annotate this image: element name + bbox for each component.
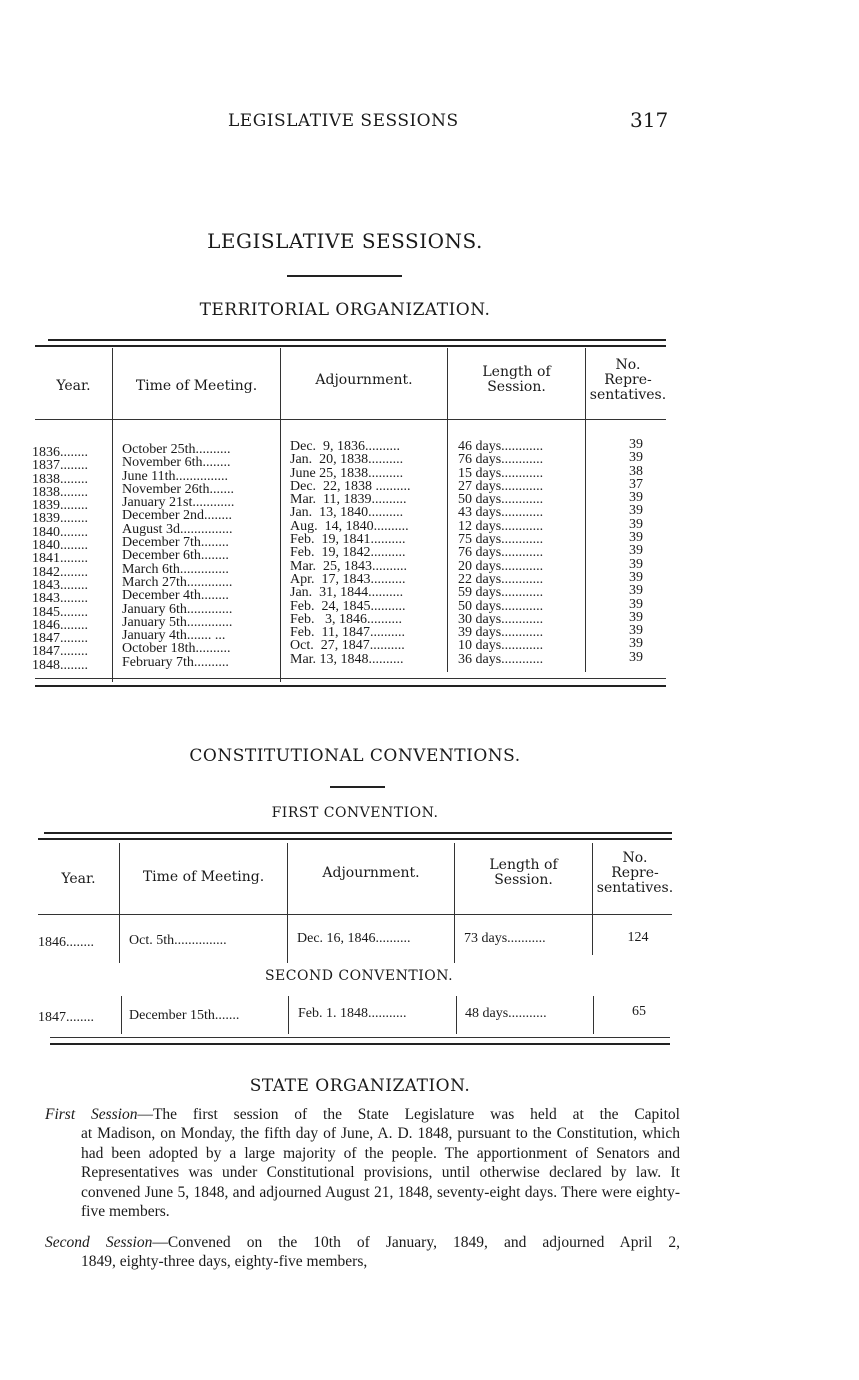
territorial-row-year: 1843........ [32,578,88,593]
territorial-row-adjourn: Dec. 9, 1836.......... [290,440,401,454]
territorial-row-reps: 39 [629,517,643,532]
header-adjournment: Adjournment. [322,865,420,881]
second-session-lead: Convened on the 10th of January, 1849, and adjourned April 2, [167,1234,680,1251]
table-top-rule-2 [38,838,672,840]
header-reps-line3: sentatives. [589,387,667,403]
col-divider [121,996,122,1034]
territorial-row-length: 43 days............ [458,506,544,520]
header-year: Year. [61,871,96,887]
second-session-dash: — [152,1234,168,1251]
territorial-row-length: 27 days............ [458,479,544,494]
territorial-row-adjourn: Feb. 11, 1847.......... [290,626,405,640]
territorial-row-year: 1842........ [32,565,88,579]
territorial-row-length: 20 days............ [458,559,544,573]
second-convention-adjournment: Feb. 1. 1848........... [298,1006,407,1021]
territorial-row-length: 39 days............ [458,626,544,640]
header-reps-line2: Repre- [604,372,652,388]
header-length-line2: Session. [487,379,546,395]
page-title: LEGISLATIVE SESSIONS. [207,229,483,253]
territorial-row-year: 1847........ [32,632,88,646]
running-header-title: LEGISLATIVE SESSIONS [228,111,459,131]
page-number: 317 [630,108,669,132]
col-divider [456,996,457,1034]
territorial-row-reps: 39 [629,624,643,638]
territorial-row-time: October 18th.......... [122,642,231,656]
col-divider [287,843,288,963]
territorial-row-reps: 39 [629,504,643,518]
territorial-row-adjourn: Oct. 27, 1847.......... [290,639,405,653]
first-session-label: First Session [45,1106,138,1123]
territorial-row-time: December 4th........ [122,589,229,603]
territorial-row-time: January 6th............. [122,602,233,616]
table-bottom-rule [50,1037,670,1038]
territorial-row-year: 1847........ [32,645,88,659]
territorial-row-time: March 6th.............. [122,562,229,576]
territorial-row-year: 1841........ [32,552,88,566]
territorial-row-length: 46 days............ [458,440,544,454]
territorial-row-time: June 11th............... [122,469,229,483]
second-convention-heading: SECOND CONVENTION. [264,968,454,984]
state-organization-heading: STATE ORGANIZATION. [249,1076,471,1096]
header-bottom-rule [38,914,672,915]
territorial-row-time: December 2nd........ [122,509,233,523]
header-year: Year. [56,378,91,394]
territorial-row-year: 1838........ [32,472,88,486]
territorial-row-length: 59 days............ [458,586,544,600]
table-top-rule [44,832,672,834]
territorial-row-time: December 6th........ [122,549,229,563]
territorial-row-adjourn: Mar. 25, 1843.......... [290,559,408,573]
territorial-row-year: 1845........ [32,605,88,619]
territorial-row-time: November 26th....... [122,482,234,497]
territorial-row-year: 1843........ [32,592,88,606]
territorial-row-adjourn: Feb. 19, 1841.......... [290,533,406,547]
first-convention-heading: FIRST CONVENTION. [271,805,439,821]
territorial-row-year: 1839........ [32,512,88,526]
territorial-row-reps: 39 [629,650,643,665]
territorial-row-year: 1840........ [32,539,88,553]
header-length-line1: Length of [489,857,558,873]
second-session-label: Second Session [45,1234,153,1251]
territorial-row-time: November 6th........ [122,456,231,470]
territorial-row-reps: 39 [629,637,643,651]
territorial-row-time: March 27th............. [122,575,233,590]
territorial-row-adjourn: Dec. 22, 1838 .......... [290,479,411,494]
territorial-row-year: 1839........ [32,499,88,513]
header-reps-line1: No. [615,357,641,373]
territorial-row-adjourn: Jan. 31, 1844.......... [290,586,404,600]
header-adjournment: Adjournment. [315,372,413,388]
territorial-row-length: 50 days............ [458,493,544,507]
second-convention-reps: 65 [632,1004,646,1019]
territorial-row-length: 30 days............ [458,612,544,627]
first-session-lead: The first session of the State Legislature was held at the Capitol [152,1106,680,1123]
territorial-row-adjourn: Mar. 11, 1839.......... [290,493,407,507]
territorial-row-reps: 37 [629,477,643,492]
first-session-dash: — [137,1106,153,1123]
col-divider [288,996,289,1034]
header-length [455,858,592,888]
territorial-row-length: 12 days............ [458,519,544,534]
first-convention-reps: 124 [627,930,649,945]
header-time: Time of Meeting. [135,378,258,394]
header-reps-line3: sentatives. [596,880,674,896]
territorial-row-year: 1836........ [32,446,88,460]
header-time: Time of Meeting. [142,869,265,885]
territorial-row-adjourn: Feb. 3, 1846.......... [290,612,402,627]
territorial-row-length: 76 days............ [458,453,544,467]
table-bottom-rule-2 [50,1043,670,1045]
territorial-row-reps: 39 [629,451,643,465]
territorial-row-adjourn: Mar. 13, 1848.......... [290,652,404,667]
territorial-row-adjourn: Feb. 19, 1842.......... [290,546,406,560]
territorial-row-adjourn: Aug. 14, 1840.......... [290,519,409,534]
header-length-line1: Length of [482,364,551,380]
first-convention-year: 1846........ [38,935,94,950]
territorial-row-reps: 38 [629,464,643,478]
territorial-row-year: 1838........ [32,485,88,500]
first-session-text: at Madison, on Monday, the fifth day of June, A. D. 1848, pursuant to the Constitution, which had been adopted by a large majority of the people. The apportionment of Senators and Representatives was under Constitutional provisions, until otherwise declared by law. It convened June 5, 1848, and adjourned August 21, 1848, seventy-eight days. There were eighty-five members. [81,1125,680,1221]
territorial-row-year: 1840........ [32,525,88,540]
territorial-heading: TERRITORIAL ORGANIZATION. [199,300,491,320]
second-convention-year: 1847........ [38,1010,94,1025]
territorial-row-time: December 7th........ [122,536,229,550]
territorial-row-reps: 39 [629,544,643,558]
first-convention-length: 73 days........... [464,931,546,946]
territorial-row-adjourn: Apr. 17, 1843.......... [290,572,406,587]
territorial-row-reps: 39 [629,557,643,571]
territorial-row-length: 15 days............ [458,466,544,480]
first-convention-adjournment: Dec. 16, 1846.......... [297,931,411,946]
territorial-row-adjourn: Jan. 13, 1840.......... [290,506,404,520]
territorial-row-year: 1848........ [32,658,88,673]
territorial-row-adjourn: Feb. 24, 1845.......... [290,599,406,613]
territorial-row-adjourn: June 25, 1838.......... [290,466,404,480]
first-session-paragraph [45,1105,680,1221]
territorial-row-time: January 4th....... ... [122,629,226,643]
territorial-row-adjourn: Jan. 20, 1838.......... [290,453,404,467]
constitutional-heading: CONSTITUTIONAL CONVENTIONS. [189,746,521,766]
territorial-row-reps: 39 [629,570,643,585]
territorial-row-time: January 5th............. [122,615,233,630]
second-convention-length: 48 days........... [465,1006,547,1021]
header-reps-line2: Repre- [611,865,659,881]
header-reps-line1: No. [622,850,648,866]
header-length-line2: Session. [494,872,553,888]
territorial-row-year: 1846........ [32,618,88,633]
first-convention-time: Oct. 5th............... [129,933,227,948]
territorial-row-reps: 39 [629,491,643,505]
territorial-row-time: October 25th.......... [122,443,231,457]
territorial-row-length: 50 days............ [458,599,544,613]
territorial-row-length: 10 days............ [458,639,544,653]
territorial-row-reps: 39 [629,531,643,545]
second-session-paragraph [45,1233,680,1272]
territorial-row-length: 22 days............ [458,572,544,587]
first-session-first-line [45,1105,680,1124]
col-divider [119,843,120,963]
second-convention-time: December 15th....... [129,1008,240,1023]
territorial-row-time: August 3d............... [122,522,233,537]
territorial-row-year: 1837........ [32,459,88,473]
territorial-row-reps: 39 [629,597,643,611]
header-representatives [593,851,677,896]
territorial-row-length: 75 days............ [458,533,544,547]
territorial-row-length: 76 days............ [458,546,544,560]
territorial-row-time: January 21st............ [122,496,235,510]
territorial-row-reps: 39 [629,610,643,625]
territorial-row-time: February 7th.......... [122,655,229,670]
second-session-text: 1849, eighty-three days, eighty-five members, [81,1253,368,1271]
territorial-row-length: 36 days............ [458,652,544,667]
territorial-row-reps: 39 [629,438,643,452]
territorial-row-reps: 39 [629,584,643,598]
second-session-first-line [45,1233,680,1252]
